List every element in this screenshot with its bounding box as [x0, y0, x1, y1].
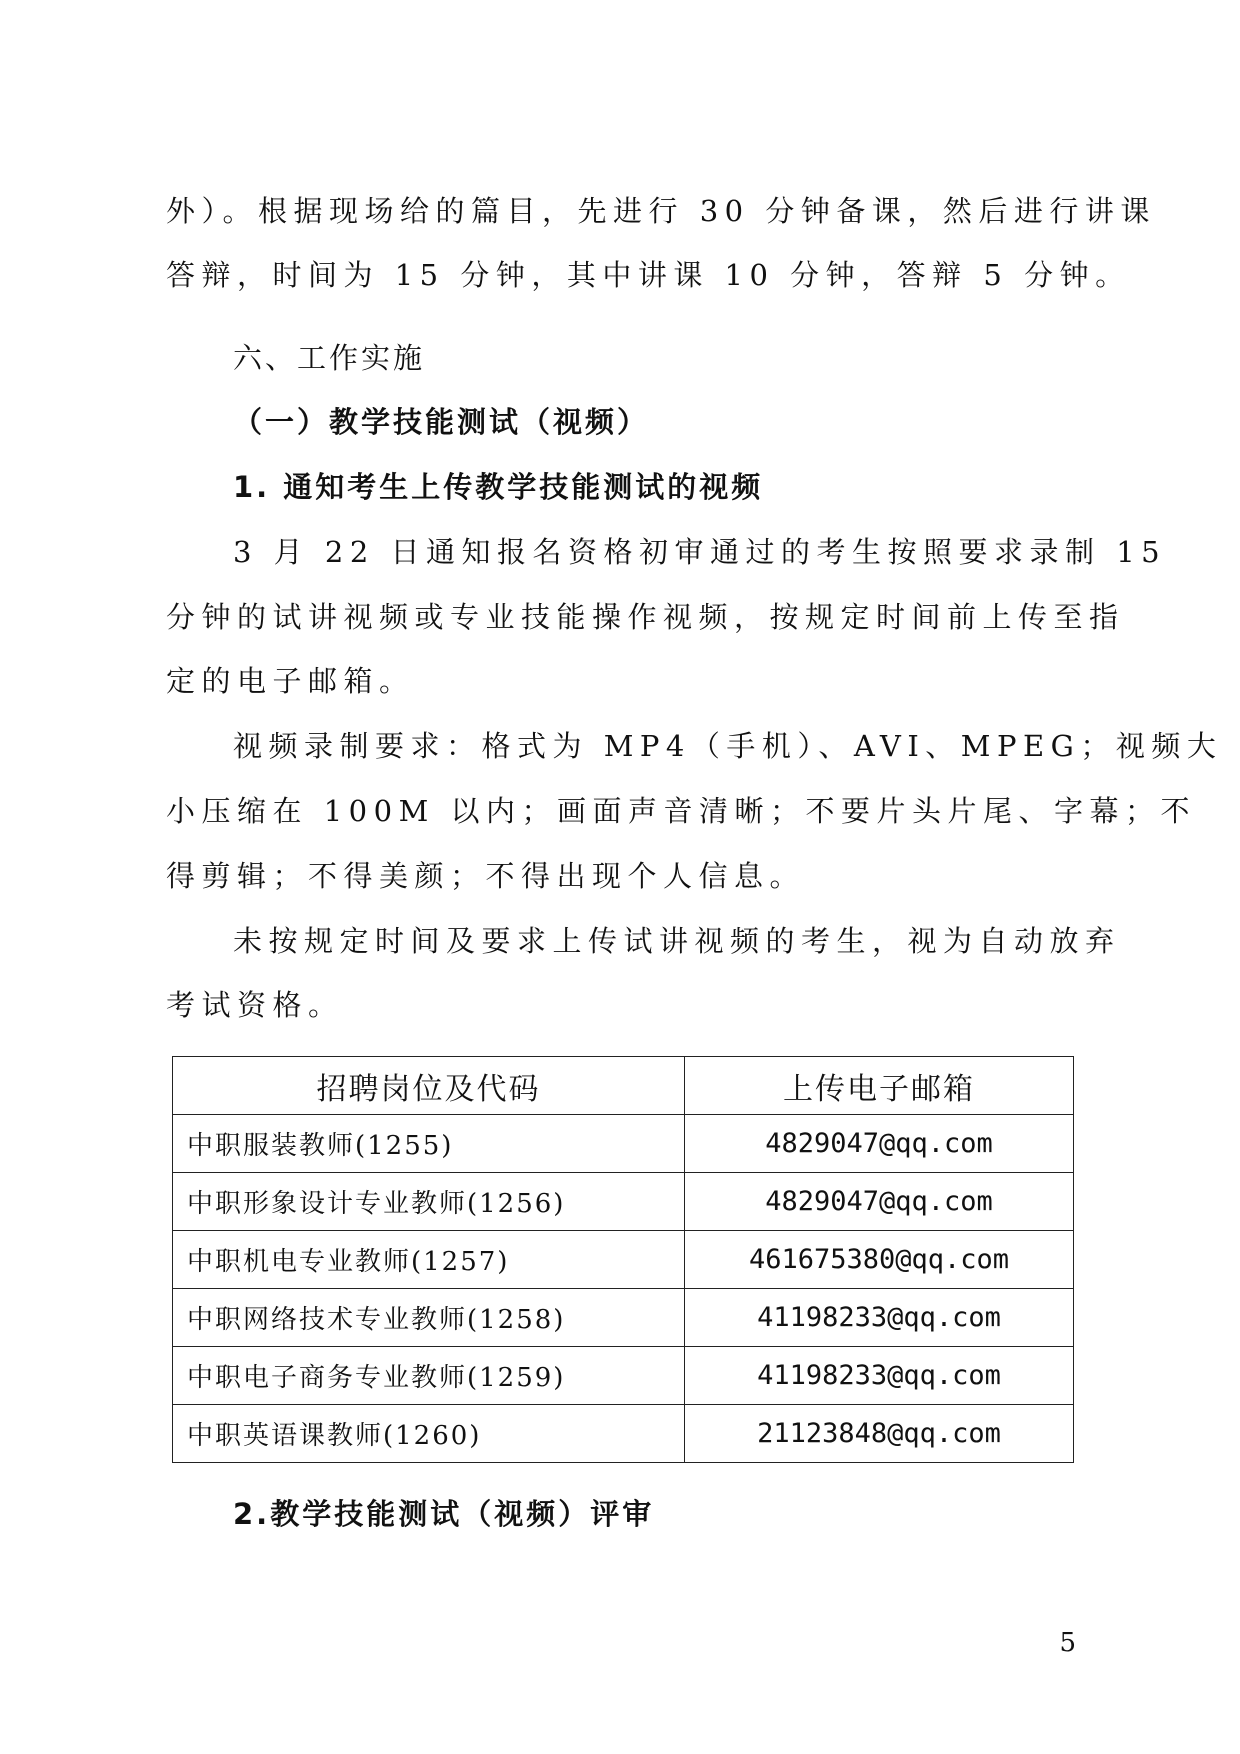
- table-row: [173, 1289, 1074, 1347]
- email-cell: 4829047@qq.com: [685, 1173, 1074, 1231]
- table-row: [173, 1115, 1074, 1173]
- position-cell: 中职英语课教师(1260): [173, 1405, 685, 1463]
- section-heading: 六、工作实施: [233, 341, 426, 375]
- email-cell: 41198233@qq.com: [685, 1347, 1074, 1405]
- table-row: [173, 1347, 1074, 1405]
- page-number: 5: [1059, 1628, 1076, 1658]
- paragraph-line: 未按规定时间及要求上传试讲视频的考生，视为自动放弃: [233, 924, 1121, 958]
- table-row: [173, 1231, 1074, 1289]
- upload-email-table: [172, 1056, 1074, 1463]
- paragraph-line: 3 月 22 日通知报名资格初审通过的考生按照要求录制 15: [233, 535, 1167, 569]
- position-cell: 中职电子商务专业教师(1259): [173, 1347, 685, 1405]
- paragraph-line: 外）。根据现场给的篇目，先进行 30 分钟备课，然后进行讲课: [166, 194, 1156, 228]
- email-cell: 461675380@qq.com: [685, 1231, 1074, 1289]
- paragraph-line: 小压缩在 100M 以内；画面声音清晰；不要片头片尾、字幕；不: [166, 794, 1196, 828]
- subsection-heading: （一）教学技能测试（视频）: [233, 405, 650, 439]
- paragraph-line: 考试资格。: [166, 988, 344, 1022]
- item-heading: 2.教学技能测试（视频）评审: [233, 1497, 655, 1531]
- position-cell: 中职服装教师(1255): [173, 1115, 685, 1173]
- table-header-email: 上传电子邮箱: [685, 1057, 1074, 1115]
- position-cell: 中职形象设计专业教师(1256): [173, 1173, 685, 1231]
- table-header-row: [173, 1057, 1074, 1115]
- paragraph-line: 分钟的试讲视频或专业技能操作视频，按规定时间前上传至指: [166, 600, 1125, 634]
- paragraph-line: 定的电子邮箱。: [166, 664, 415, 698]
- table-header-position: 招聘岗位及代码: [173, 1057, 685, 1115]
- position-cell: 中职机电专业教师(1257): [173, 1231, 685, 1289]
- email-cell: 41198233@qq.com: [685, 1289, 1074, 1347]
- table-row: [173, 1405, 1074, 1463]
- table-row: [173, 1173, 1074, 1231]
- paragraph-line: 答辩，时间为 15 分钟，其中讲课 10 分钟，答辩 5 分钟。: [166, 258, 1131, 292]
- paragraph-line: 得剪辑；不得美颜；不得出现个人信息。: [166, 859, 806, 893]
- item-heading: 1. 通知考生上传教学技能测试的视频: [233, 470, 764, 504]
- email-cell: 4829047@qq.com: [685, 1115, 1074, 1173]
- position-cell: 中职网络技术专业教师(1258): [173, 1289, 685, 1347]
- email-cell: 21123848@qq.com: [685, 1405, 1074, 1463]
- paragraph-line: 视频录制要求：格式为 MP4（手机）、AVI、MPEG；视频大: [233, 729, 1223, 763]
